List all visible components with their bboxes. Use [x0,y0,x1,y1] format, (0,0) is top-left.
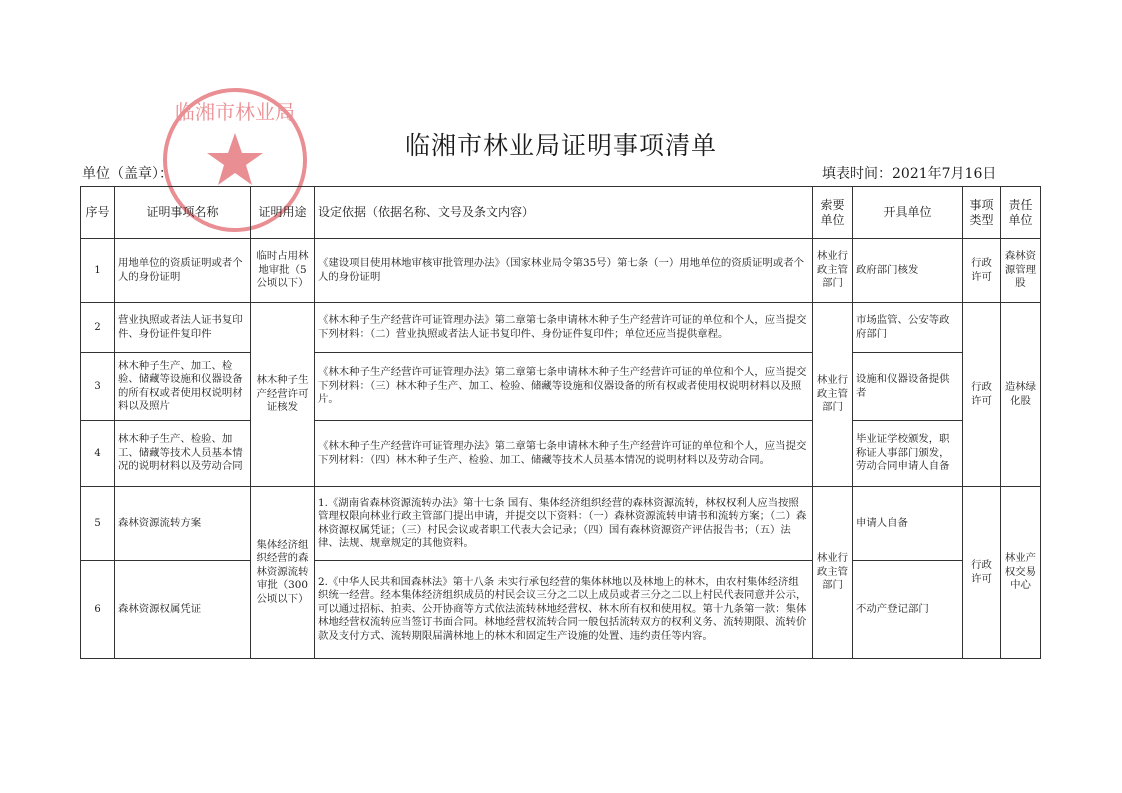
items-table [80,186,1041,659]
group-forest-type: 行政许可 [963,487,1001,659]
row-issuer: 市场监管、公安等政府部门 [853,303,963,353]
fill-date: 填表时间：2021年7月16日 [822,166,997,182]
row-name: 林木种子生产、加工、检验、储藏等设施和仪器设备的所有权或者使用权说明材料以及照片 [115,353,251,421]
header-basis: 设定依据（依据名称、文号及条文内容） [315,187,813,239]
row-name: 用地单位的资质证明或者个人的身份证明 [115,239,251,303]
group-seed-type: 行政许可 [963,303,1001,487]
group-seed-unit: 林业行政主管部门 [813,303,853,487]
row-seq: 1 [81,239,115,303]
row-basis: 《林木种子生产经营许可证管理办法》第二章第七条申请林木种子生产经营许可证的单位和个人，应当提交下列材料：（四）林木种子生产、检验、加工、储藏等技术人员基本情况的说明材料以及劳动合同。 [315,421,813,487]
row-unit: 林业行政主管部门 [813,239,853,303]
header-name: 证明事项名称 [115,187,251,239]
row-basis: 2.《中华人民共和国森林法》第十八条 未实行承包经营的集体林地以及林地上的林木，由农村集体经济组织统一经营。经本集体经济组织成员的村民会议三分之二以上成员或者三分之二以上村民代表同意并公示，可以通过招标、拍卖、公开协商等方式依法流转林地经营权、林木所有权和使用权。第十九条第一款：集体林地经营权流转应当签订书面合同。林地经营权流转合同一般包括流转双方的权利义务、流转期限、流转价款及支付方式、流转期限届满林地上的林木和固定生产设施的处置、违约责任等内容。 [315,561,813,659]
row-type: 行政许可 [963,239,1001,303]
row-issuer: 设施和仪器设备提供者 [853,353,963,421]
row-issuer: 政府部门核发 [853,239,963,303]
header-type: 事项类型 [963,187,1001,239]
header-purpose: 证明用途 [251,187,315,239]
group-forest-resp: 林业产权交易中心 [1001,487,1041,659]
row-basis: 《林木种子生产经营许可证管理办法》第二章第七条申请林木种子生产经营许可证的单位和个人，应当提交下列材料：（三）林木种子生产、加工、检验、储藏等设施和仪器设备的所有权或者使用权说明材料以及照片。 [315,353,813,421]
group-forest-purpose: 集体经济组织经营的森林资源流转审批（300公顷以下） [251,487,315,659]
row-seq: 3 [81,353,115,421]
row-issuer: 申请人自备 [853,487,963,561]
row-issuer: 不动产登记部门 [853,561,963,659]
row-basis: 《建设项目使用林地审核审批管理办法》（国家林业局令第35号）第七条（一）用地单位的资质证明或者个人的身份证明 [315,239,813,303]
row-name: 森林资源流转方案 [115,487,251,561]
group-seed-purpose: 林木种子生产经营许可证核发 [251,303,315,487]
row-seq: 6 [81,561,115,659]
row-name: 森林资源权属凭证 [115,561,251,659]
table-row [81,239,1041,303]
row-purpose: 临时占用林地审批（5公顷以下） [251,239,315,303]
group-seed-resp: 造林绿化股 [1001,303,1041,487]
row-seq: 2 [81,303,115,353]
header-unit: 索要单位 [813,187,853,239]
row-name: 营业执照或者法人证书复印件、身份证件复印件 [115,303,251,353]
page-title: 临湘市林业局证明事项清单 [404,131,717,160]
row-issuer: 毕业证学校颁发，职称证人事部门颁发，劳动合同申请人自备 [853,421,963,487]
header-issuer: 开具单位 [853,187,963,239]
header-seq: 序号 [81,187,115,239]
table-row [81,421,1041,487]
table-row [81,561,1041,659]
header-row [81,187,1041,239]
unit-label: 单位（盖章）： [82,166,173,182]
group-forest-unit: 林业行政主管部门 [813,487,853,659]
row-basis: 《林木种子生产经营许可证管理办法》第二章第七条申请林木种子生产经营许可证的单位和个人，应当提交下列材料：（二）营业执照或者法人证书复印件、身份证件复印件；单位还应当提供章程。 [315,303,813,353]
header-resp: 责任单位 [1001,187,1041,239]
row-seq: 5 [81,487,115,561]
row-basis: 1.《湖南省森林资源流转办法》第十七条 国有、集体经济组织经营的森林资源流转，林权权利人应当按照管理权限向林业行政主管部门提出申请，并提交以下资料：（一）森林资源流转申请书和流转方案；（二）森林资源权属凭证；（三）村民会议或者职工代表大会记录；（四）国有森林资源资产评估报告书；（五）法律、法规、规章规定的其他资料。 [315,487,813,561]
seal-text: 临湘市林业局 [175,100,295,124]
row-seq: 4 [81,421,115,487]
table-row [81,303,1041,353]
table-row [81,353,1041,421]
table-row [81,487,1041,561]
row-resp: 森林资源管理股 [1001,239,1041,303]
row-name: 林木种子生产、检验、加工、储藏等技术人员基本情况的说明材料以及劳动合同 [115,421,251,487]
